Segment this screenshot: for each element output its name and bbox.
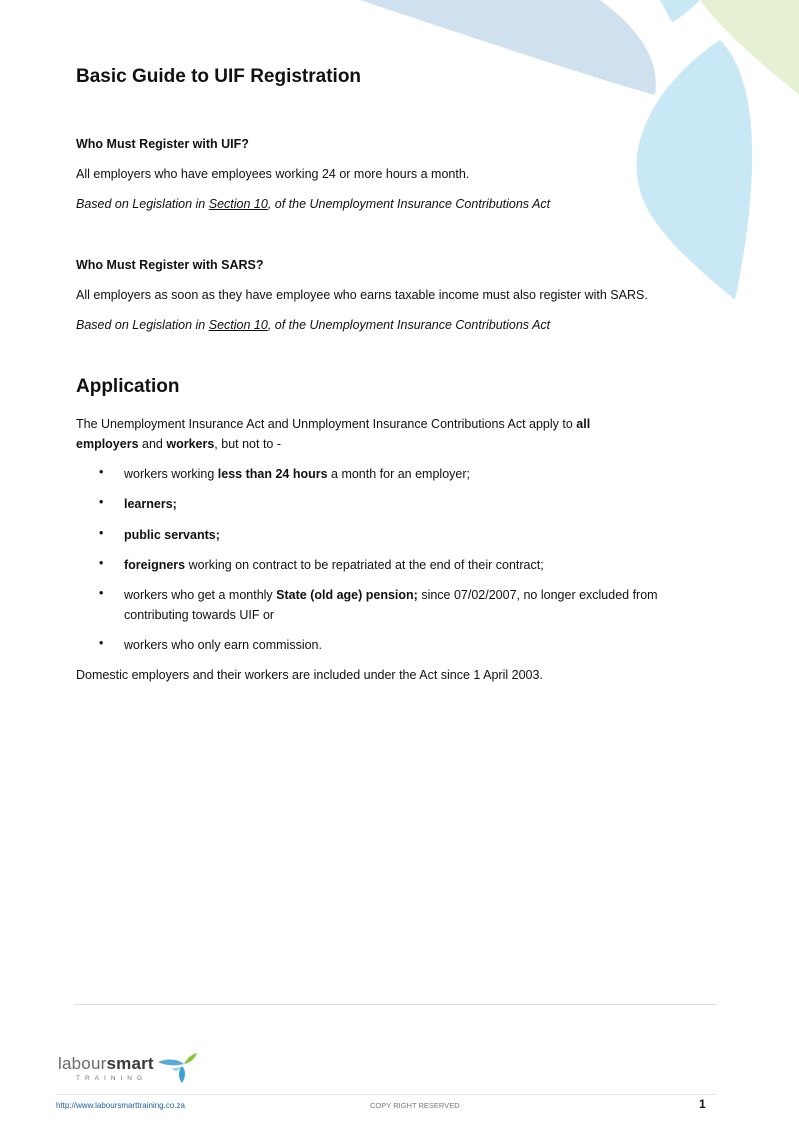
list-item-text: workers working — [124, 467, 218, 481]
section-10-link[interactable]: Section 10 — [208, 318, 268, 332]
list-item — [124, 494, 714, 514]
bullet-icon: • — [99, 526, 104, 540]
list-item — [124, 635, 714, 655]
company-logo — [58, 1054, 154, 1082]
page-number: 1 — [699, 1097, 706, 1111]
intro-bold-employers: all employers — [76, 417, 591, 451]
list-item-text: since 07/02/2007, no longer excluded from contributing towards UIF or — [124, 588, 658, 622]
bullet-icon: • — [99, 586, 104, 600]
legislation-note-sars — [76, 315, 716, 335]
list-item-bold: foreigners — [124, 558, 186, 572]
legislation-suffix: , of the Unemployment Insurance Contributions Act — [267, 197, 551, 211]
footer-bottom-line — [56, 1094, 716, 1095]
logo-mark-icon — [154, 1050, 198, 1084]
application-heading: Application — [76, 376, 180, 397]
legislation-prefix: Based on Legislation in — [76, 318, 209, 332]
logo-primary-text: labour — [58, 1054, 107, 1073]
intro-text: , but not to - — [214, 437, 282, 451]
section-heading-sars: Who Must Register with SARS? — [76, 258, 264, 272]
list-item-text: workers who only earn commission. — [124, 638, 322, 652]
list-item-text: a month for an employer; — [327, 467, 470, 481]
section-10-link[interactable]: Section 10 — [208, 197, 268, 211]
logo-secondary-text: smart — [106, 1054, 154, 1073]
bullet-icon: • — [99, 636, 104, 650]
list-item-bold: public servants; — [124, 528, 220, 542]
list-item — [124, 585, 714, 625]
closing-statement: Domestic employers and their workers are included under the Act since 1 April 2003. — [76, 668, 543, 682]
footer-website-link[interactable]: http://www.laboursmarttraining.co.za — [56, 1101, 185, 1110]
list-item-bold: learners; — [124, 497, 177, 511]
logo-subtitle: TRAINING — [76, 1075, 148, 1082]
bullet-icon: • — [99, 495, 104, 509]
list-item — [124, 464, 714, 484]
intro-text: The Unemployment Insurance Act and Unmployment Insurance Contributions Act apply to — [76, 417, 577, 431]
application-intro — [76, 414, 656, 454]
section-heading-uif: Who Must Register with UIF? — [76, 137, 249, 151]
footer-divider — [74, 1004, 716, 1005]
list-item-bold: State (old age) pension; — [276, 588, 418, 602]
footer-copyright: COPY RIGHT RESERVED — [370, 1101, 460, 1110]
legislation-prefix: Based on Legislation in — [76, 197, 209, 211]
document-title: Basic Guide to UIF Registration — [76, 66, 362, 87]
bullet-icon: • — [99, 556, 104, 570]
intro-text: and — [138, 437, 167, 451]
list-item-bold: less than 24 hours — [217, 467, 328, 481]
legislation-note-uif — [76, 194, 716, 214]
list-item — [124, 555, 714, 575]
bullet-icon: • — [99, 465, 104, 479]
logo-wordmark — [58, 1054, 154, 1073]
section-body-sars: All employers as soon as they have employee who earns taxable income must also register with SARS. — [76, 288, 648, 302]
intro-bold-workers: workers — [166, 437, 215, 451]
list-item — [124, 525, 714, 545]
section-body-uif: All employers who have employees working 24 or more hours a month. — [76, 167, 470, 181]
list-item-text: workers who get a monthly — [124, 588, 277, 602]
legislation-suffix: , of the Unemployment Insurance Contributions Act — [267, 318, 551, 332]
list-item-text: working on contract to be repatriated at the end of their contract; — [185, 558, 544, 572]
